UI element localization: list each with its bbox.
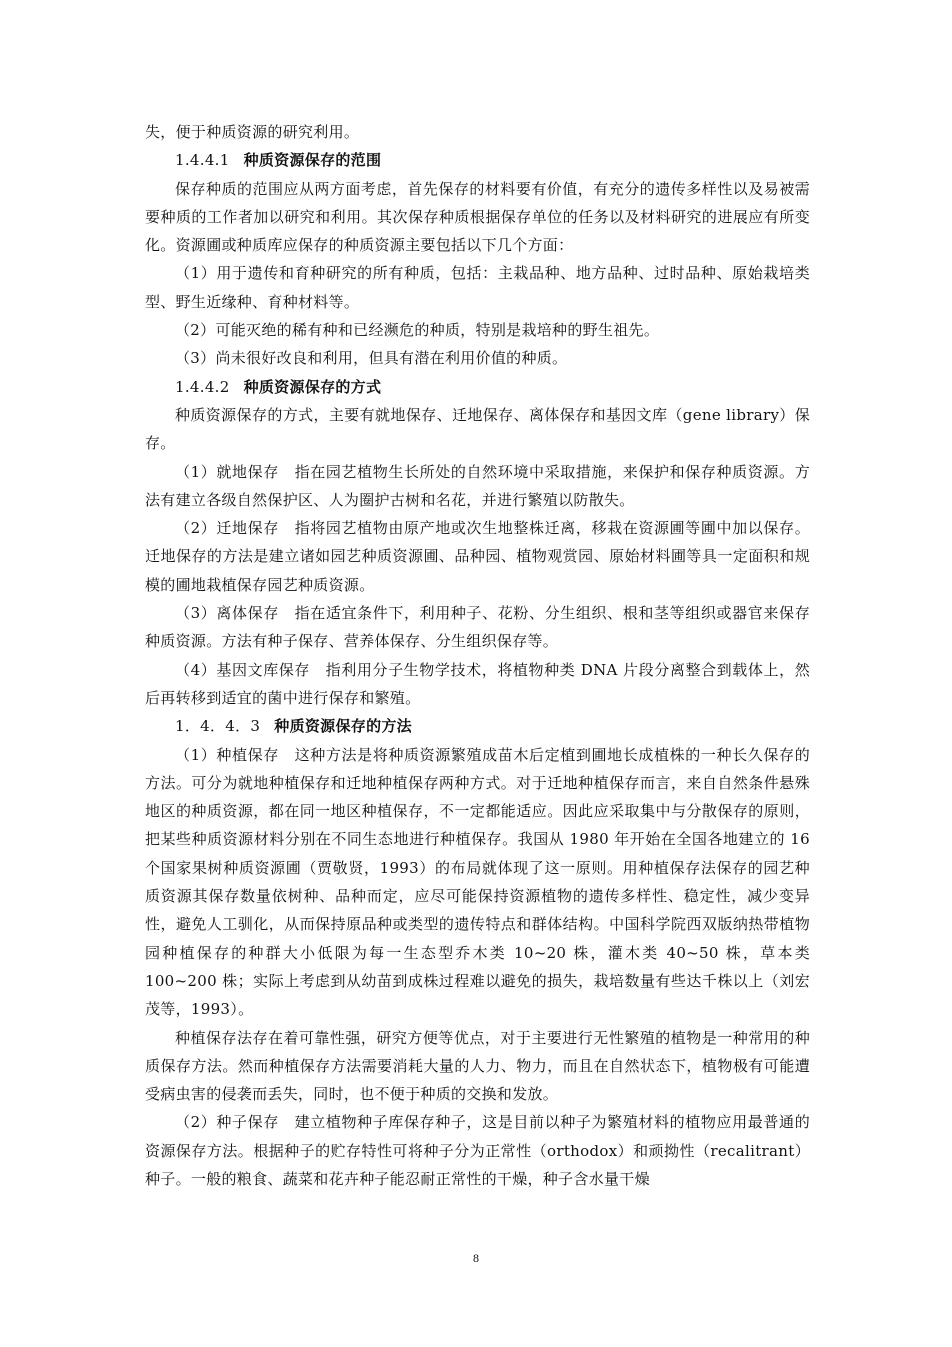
section-heading-1-4-4-1 <box>145 146 810 174</box>
paragraph: 种植保存法存在着可靠性强，研究方便等优点，对于主要进行无性繁殖的植物是一种常用的种质保存方法。然而种植保存方法需要消耗大量的人力、物力，而且在自然状态下，植物极有可能遭受病虫害的侵袭而丢失，同时，也不便于种质的交换和发放。 <box>145 1028 810 1104</box>
list-item: （2）迁地保存 指将园艺植物由原产地或次生地整株迁离，移栽在资源圃等圃中加以保存。迁地保存的方法是建立诸如园艺种质资源圃、品种园、植物观赏园、原始材料圃等具一定面积和规模的圃地栽植保存园艺种质资源。 <box>145 519 810 594</box>
page-number: 8 <box>473 1251 479 1265</box>
page-body <box>145 118 810 1193</box>
section-number: 1.4.4.1 <box>175 151 230 170</box>
list-item: （2）种子保存 建立植物种子库保存种子，这是目前以种子为繁殖材料的植物应用最普通的资源保存方法。根据种子的贮存特性可将种子分为正常性（orthodox）和顽拗性（recalitrant）种子。一般的粮食、蔬菜和花卉种子能忍耐正常性的干燥，种子含水量干燥 <box>145 1113 810 1188</box>
section-title: 种质资源保存的方式 <box>243 377 382 396</box>
list-item: （1）就地保存 指在园艺植物生长所处的自然环境中采取措施，来保护和保存种质资源。方法有建立各级自然保护区、人为圈护古树和名花，并进行繁殖以防散失。 <box>145 462 810 509</box>
section-heading-1-4-4-2 <box>145 373 810 401</box>
list-item: （2）可能灭绝的稀有种和已经濒危的种质，特别是栽培种的野生祖先。 <box>175 321 660 340</box>
section-heading-1-4-4-3 <box>145 712 810 740</box>
list-item: （3）离体保存 指在适宜条件下，利用种子、花粉、分生组织、根和茎等组织或器官来保存种质资源。方法有种子保存、营养体保存、分生组织保存等。 <box>145 604 810 651</box>
section-number: 1．4．4．3 <box>175 717 261 736</box>
list-item: （1）用于遗传和育种研究的所有种质，包括：主栽品种、地方品种、过时品种、原始栽培类型、野生近缘种、育种材料等。 <box>145 264 810 311</box>
section-title: 种质资源保存的方法 <box>274 717 412 736</box>
paragraph: 失，便于种质资源的研究利用。 <box>145 123 360 141</box>
list-item: （4）基因文库保存 指利用分子生物学技术，将植物种类 DNA 片段分离整合到载体上，然后再转移到适宜的菌中进行保存和繁殖。 <box>145 660 810 707</box>
list-item: （3）尚未很好改良和利用，但具有潜在利用价值的种质。 <box>175 349 568 368</box>
section-title: 种质资源保存的范围 <box>243 151 382 170</box>
paragraph: 种质资源保存的方式，主要有就地保存、迁地保存、离体保存和基因文库（gene library）保存。 <box>145 405 810 453</box>
section-number: 1.4.4.2 <box>175 377 230 396</box>
paragraph: 保存种质的范围应从两方面考虑，首先保存的材料要有价值，有充分的遗传多样性以及易被需要种质的工作者加以研究和利用。其次保存种质根据保存单位的任务以及材料研究的进展应有所变化。资源圃或种质库应保存的种质资源主要包括以下几个方面： <box>145 179 810 255</box>
list-item: （1）种植保存 这种方法是将种质资源繁殖成苗木后定植到圃地长成植株的一种长久保存的方法。可分为就地种植保存和迁地种植保存两种方式。对于迁地种植保存而言，来自自然条件悬殊地区的种质资源，都在同一地区种植保存，不一定都能适应。因此应采取集中与分散保存的原则，把某些种质资源材料分别在不同生态地进行种植保存。我国从 1980 年开始在全国各地建立的 16 个国家果树种质资源圃（贾敬贤，1993）的布局就体现了这一原则。用种植保存法保存的园艺种质资源其保存数量依树种、品种而定，应尽可能保持资源植物的遗传多样性、稳定性，减少变异性，避免人工驯化，从而保持原品种或类型的遗传特点和群体结构。中国科学院西双版纳热带植物园种植保存的种群大小低限为每一生态型乔木类 10~20 株，灌木类 40~50 株，草本类 100~200 株；实际上考虑到从幼苗到成株过程难以避免的损失，栽培数量有些达千株以上（刘宏茂等，1993）。 <box>145 745 810 1019</box>
